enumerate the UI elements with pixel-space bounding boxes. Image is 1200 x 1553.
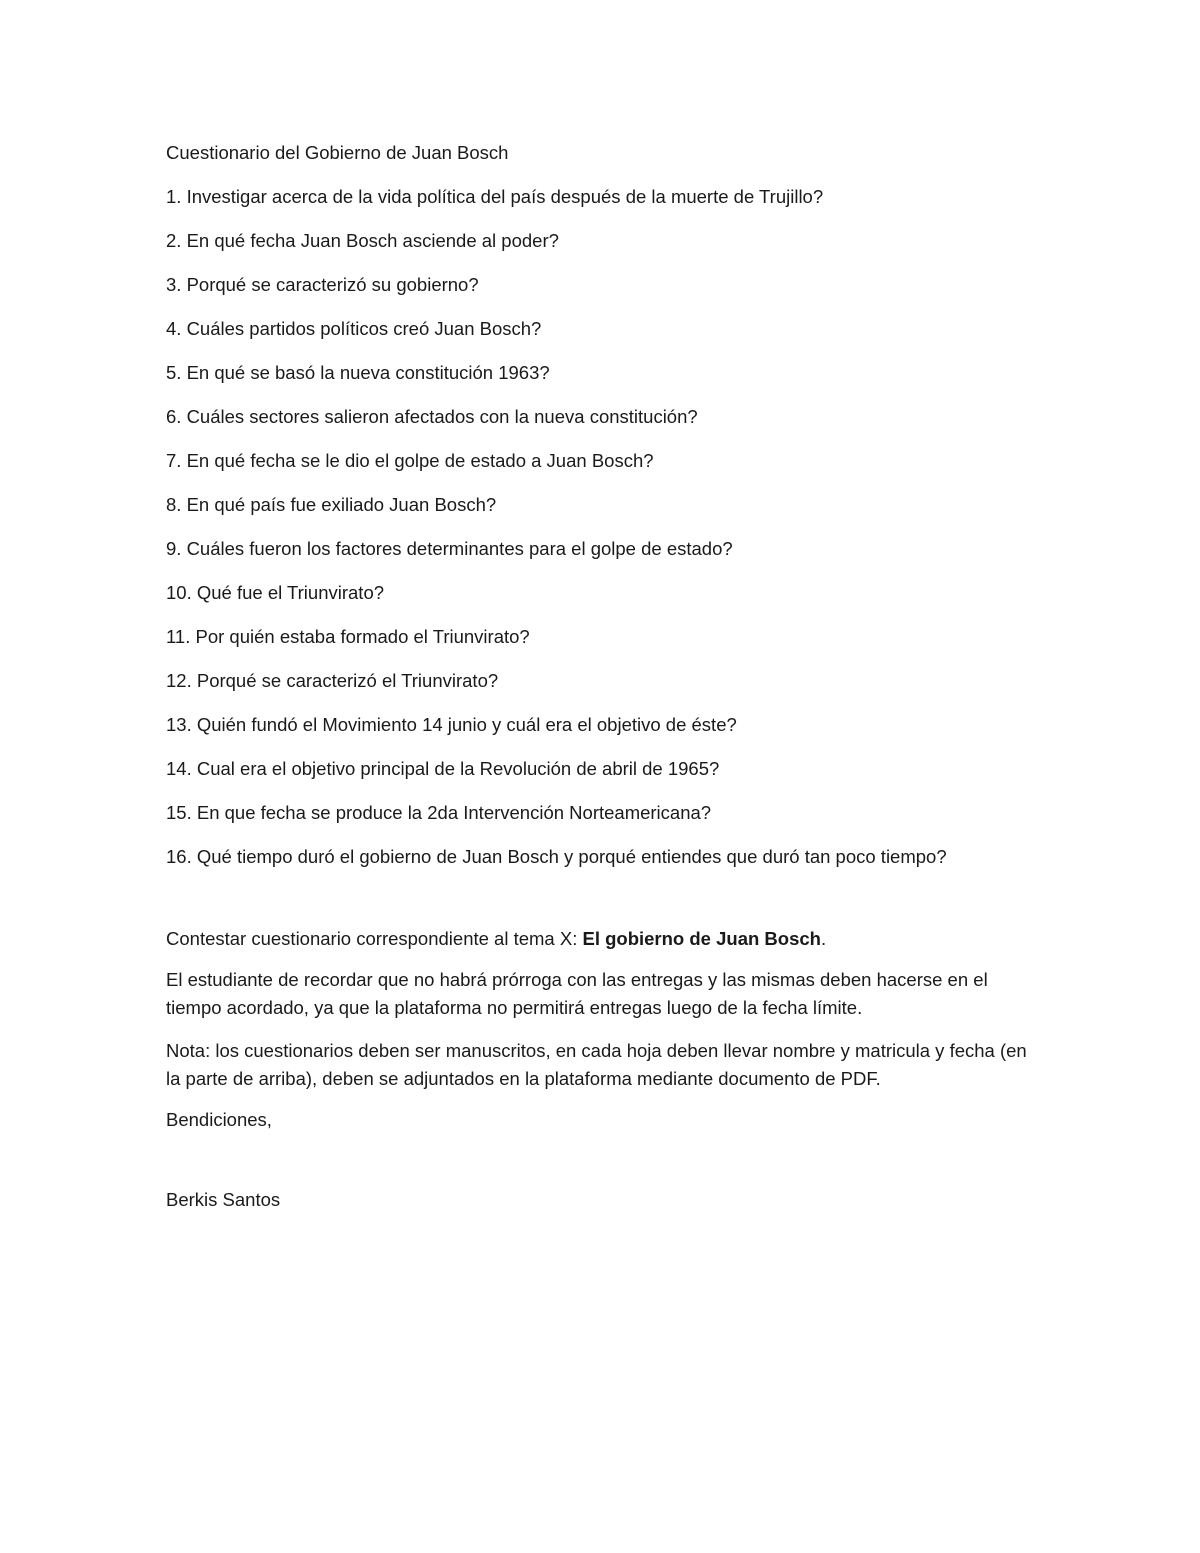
closing-line: Bendiciones,	[166, 1109, 272, 1130]
question-item: 5. En qué se basó la nueva constitución 1963?	[166, 362, 550, 383]
instruction-prefix: Contestar cuestionario correspondiente al tema X:	[166, 928, 583, 949]
question-item: 12. Porqué se caracterizó el Triunvirato?	[166, 670, 499, 691]
question-item: 11. Por quién estaba formado el Triunvirato?	[166, 626, 530, 647]
instruction-topic: El gobierno de Juan Bosch	[582, 928, 821, 949]
instruction-line	[166, 927, 1046, 951]
question-item: 4. Cuáles partidos políticos creó Juan Bosch?	[166, 318, 542, 339]
question-item: 3. Porqué se caracterizó su gobierno?	[166, 274, 479, 295]
question-item: 13. Quién fundó el Movimiento 14 junio y cuál era el objetivo de éste?	[166, 714, 737, 735]
question-item: 14. Cual era el objetivo principal de la Revolución de abril de 1965?	[166, 758, 720, 779]
document-content	[166, 141, 1046, 1212]
question-item: 9. Cuáles fueron los factores determinantes para el golpe de estado?	[166, 538, 733, 559]
instruction-suffix: .	[820, 928, 827, 949]
note-paragraph: Nota: los cuestionarios deben ser manuscritos, en cada hoja deben llevar nombre y matricula y fecha (en la parte de arriba), deben se adjuntados en la plataforma mediante documento de PDF.	[166, 1040, 1027, 1089]
signature: Berkis Santos	[166, 1189, 281, 1210]
document-title: Cuestionario del Gobierno de Juan Bosch	[166, 142, 509, 163]
question-item: 16. Qué tiempo duró el gobierno de Juan Bosch y porqué entiendes que duró tan poco tiempo?	[166, 846, 947, 867]
reminder-paragraph: El estudiante de recordar que no habrá prórroga con las entregas y las mismas deben hacerse en el tiempo acordado, ya que la plataforma no permitirá entregas luego de la fecha límite.	[166, 969, 988, 1018]
question-item: 8. En qué país fue exiliado Juan Bosch?	[166, 494, 497, 515]
question-item: 2. En qué fecha Juan Bosch asciende al poder?	[166, 230, 559, 251]
question-list	[166, 185, 1046, 869]
question-item: 1. Investigar acerca de la vida política del país después de la muerte de Trujillo?	[166, 186, 824, 207]
question-item: 6. Cuáles sectores salieron afectados con la nueva constitución?	[166, 406, 698, 427]
question-item: 7. En qué fecha se le dio el golpe de estado a Juan Bosch?	[166, 450, 654, 471]
question-item: 10. Qué fue el Triunvirato?	[166, 582, 385, 603]
question-item: 15. En que fecha se produce la 2da Intervención Norteamericana?	[166, 802, 712, 823]
